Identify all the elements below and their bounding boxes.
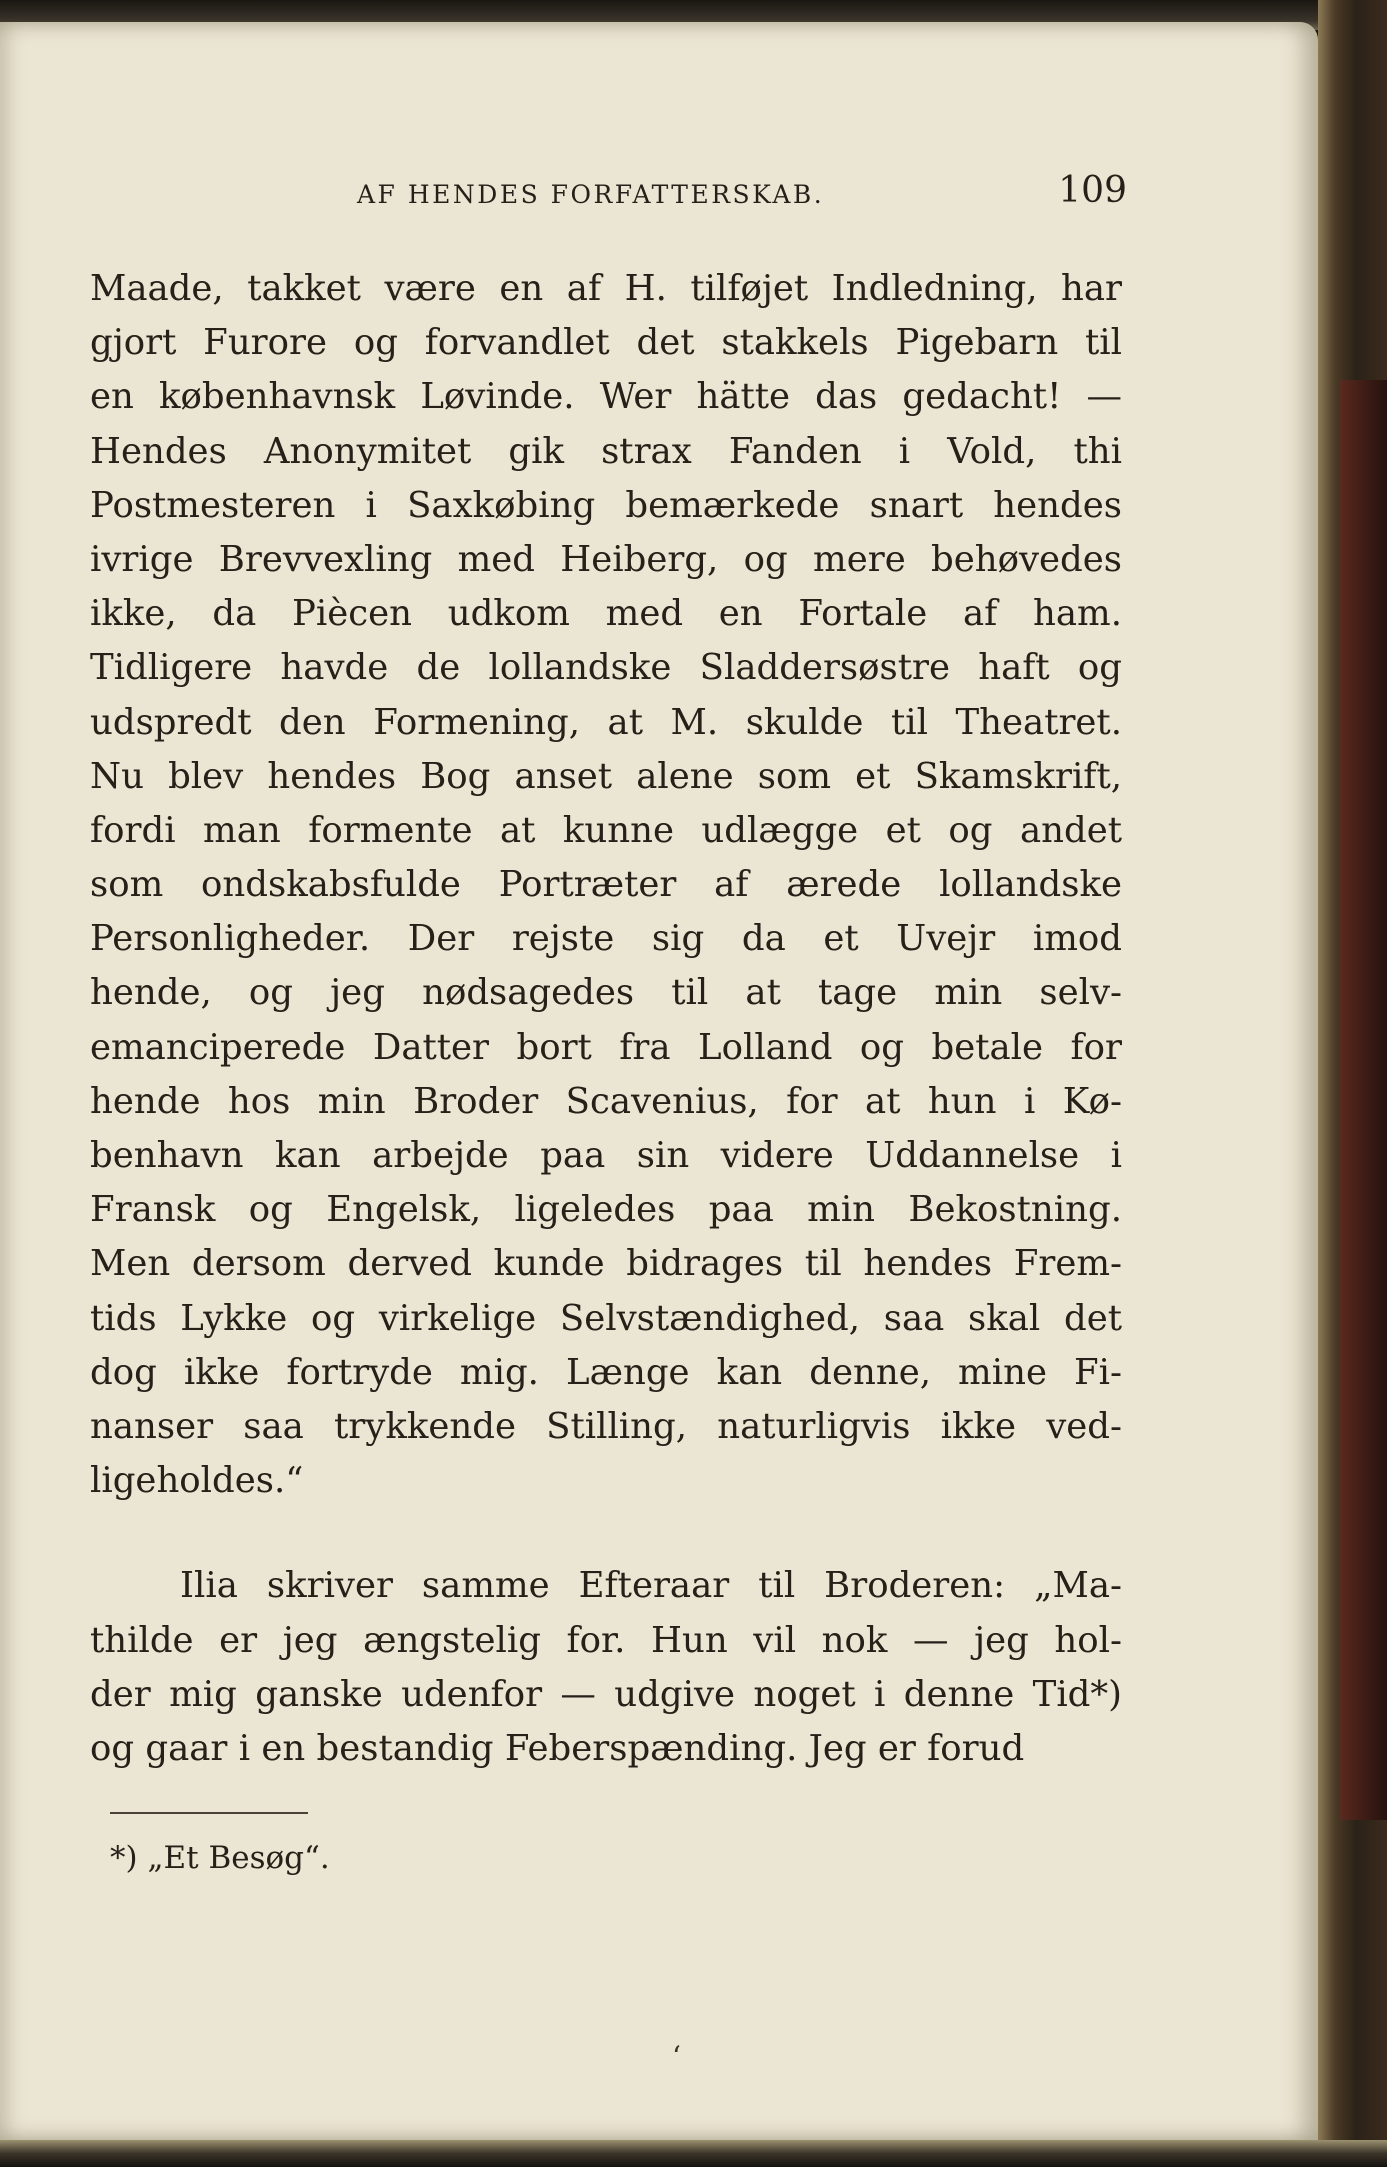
text-line: der mig ganske udenfor — udgive noget i denne Tid*): [90, 1673, 1122, 1715]
text-line: Ilia skriver samme Efteraar til Broderen: „Ma-: [180, 1565, 1122, 1607]
text-line: ivrige Brevvexling med Heiberg, og mere behøvedes: [90, 538, 1122, 580]
text-line: nanser saa trykkende Stilling, naturligvis ikke ved-: [90, 1405, 1122, 1447]
text-line: hende, og jeg nødsagedes til at tage min selv-: [90, 972, 1122, 1014]
text-line: Men dersom derved kunde bidrages til hendes Frem-: [90, 1243, 1122, 1285]
text-line: og gaar i en bestandig Feberspænding. Jeg er forud: [90, 1727, 1025, 1769]
text-line: ikke, da Piècen udkom med en Fortale af ham.: [90, 593, 1122, 635]
page-header: [357, 170, 1137, 220]
text-line: Tidligere havde de lollandske Sladdersøstre haft og: [90, 647, 1122, 689]
text-line: Personligheder. Der rejste sig da et Uvejr imod: [90, 918, 1122, 960]
text-line: gjort Furore og forvandlet det stakkels Pigebarn til: [90, 322, 1122, 364]
footnote-rule: [110, 1812, 308, 1814]
text-line: Hendes Anonymitet gik strax Fanden i Vold, thi: [90, 430, 1122, 472]
ink-mark: ʻ: [672, 2040, 681, 2073]
text-line: benhavn kan arbejde paa sin videre Uddannelse i: [90, 1135, 1122, 1176]
page-bottom-edge: [0, 2140, 1387, 2167]
spine-binding: [1340, 380, 1387, 1820]
text-line: som ondskabsfulde Portræter af ærede lollandske: [90, 864, 1122, 906]
text-line: Fransk og Engelsk, ligeledes paa min Bekostning.: [90, 1189, 1122, 1231]
footnote: *) „Et Besøg“.: [110, 1840, 330, 1876]
body-text: [90, 262, 1122, 1776]
text-line: tids Lykke og virkelige Selvstændighed, saa skal det: [90, 1297, 1122, 1339]
text-line: dog ikke fortryde mig. Længe kan denne, mine Fi-: [90, 1351, 1122, 1393]
text-line: thilde er jeg ængstelig for. Hun vil nok — jeg hol-: [90, 1619, 1122, 1661]
paragraph-spacer: [90, 1508, 1122, 1559]
text-line: emanciperede Datter bort fra Lolland og betale for: [90, 1026, 1122, 1068]
text-line: Maade, takket være en af H. tilføjet Indledning, har: [90, 268, 1122, 309]
paragraph-2: [90, 1559, 1122, 1776]
text-line: Nu blev hendes Bog anset alene som et Skamskrift,: [90, 755, 1122, 797]
page-number: 109: [1058, 170, 1127, 211]
paragraph-1: [90, 262, 1122, 1508]
text-line: fordi man formente at kunne udlægge et og andet: [90, 809, 1122, 851]
running-head: AF HENDES FORFATTERSKAB.: [357, 180, 825, 209]
text-line: en københavnsk Løvinde. Wer hätte das gedacht! —: [90, 376, 1122, 418]
text-line: hende hos min Broder Scavenius, for at hun i Kø-: [90, 1080, 1122, 1122]
text-line: Postmesteren i Saxkøbing bemærkede snart hendes: [90, 484, 1122, 526]
text-line: udspredt den Formening, at M. skulde til Theatret.: [90, 701, 1122, 743]
text-line: ligeholdes.“: [90, 1460, 304, 1502]
